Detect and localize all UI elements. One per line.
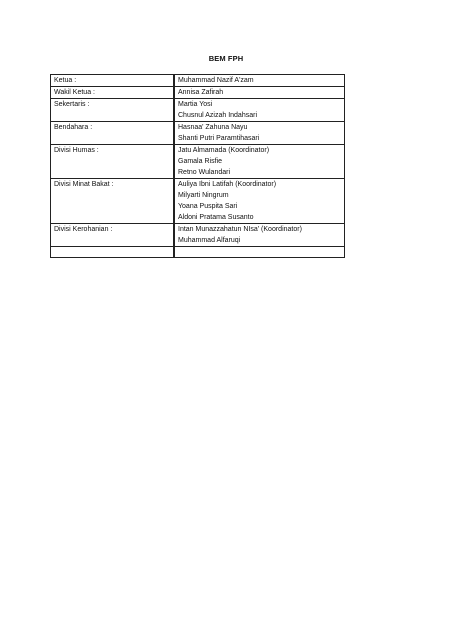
table-row bbox=[51, 87, 345, 99]
member-name: Yoana Puspita Sari bbox=[178, 203, 238, 210]
member-name: Jatu Almamada (Koordinator) bbox=[178, 147, 270, 154]
member-name: Muhammad Nazif A'zam bbox=[178, 77, 254, 84]
member-name: Milyarti Ningrum bbox=[178, 192, 229, 199]
member-list bbox=[174, 99, 345, 122]
member-name: Gamala Risfie bbox=[178, 158, 222, 165]
role-label: Sekertaris : bbox=[51, 99, 175, 122]
table-row bbox=[51, 122, 345, 145]
member-name: Shanti Putri Paramtihasari bbox=[178, 135, 260, 142]
member-list bbox=[174, 75, 345, 87]
member-list bbox=[174, 145, 345, 179]
empty-cell bbox=[174, 247, 345, 258]
member-name: Muhammad Alfaruqi bbox=[178, 237, 241, 244]
member-list bbox=[174, 224, 345, 247]
member-name: Auliya Ibni Latifah (Koordinator) bbox=[178, 181, 277, 188]
organization-table bbox=[50, 74, 345, 258]
role-label: Bendahara : bbox=[51, 122, 175, 145]
member-list bbox=[174, 122, 345, 145]
member-name: Retno Wulandari bbox=[178, 169, 231, 176]
member-name: Martia Yosi bbox=[178, 101, 213, 108]
table-row bbox=[51, 179, 345, 224]
role-label: Divisi Humas : bbox=[51, 145, 175, 179]
role-label: Divisi Minat Bakat : bbox=[51, 179, 175, 224]
empty-cell bbox=[51, 247, 175, 258]
page-title: BEM FPH bbox=[208, 54, 244, 63]
member-name: Chusnul Azizah Indahsari bbox=[178, 112, 257, 119]
member-list bbox=[174, 87, 345, 99]
member-name: Intan Munazzahatun NIsa' (Koordinator) bbox=[178, 226, 302, 233]
table-row bbox=[51, 99, 345, 122]
table-row bbox=[51, 75, 345, 87]
empty-table-row bbox=[51, 247, 345, 258]
role-label: Wakil Ketua : bbox=[51, 87, 175, 99]
role-label: Ketua : bbox=[51, 75, 175, 87]
table-row bbox=[51, 145, 345, 179]
member-name: Hasnaa' Zahuna Nayu bbox=[178, 124, 248, 131]
role-label: Divisi Kerohanian : bbox=[51, 224, 175, 247]
member-name: Aldoni Pratama Susanto bbox=[178, 214, 254, 221]
table-row bbox=[51, 224, 345, 247]
member-list bbox=[174, 179, 345, 224]
member-name: Annisa Zafirah bbox=[178, 89, 224, 96]
